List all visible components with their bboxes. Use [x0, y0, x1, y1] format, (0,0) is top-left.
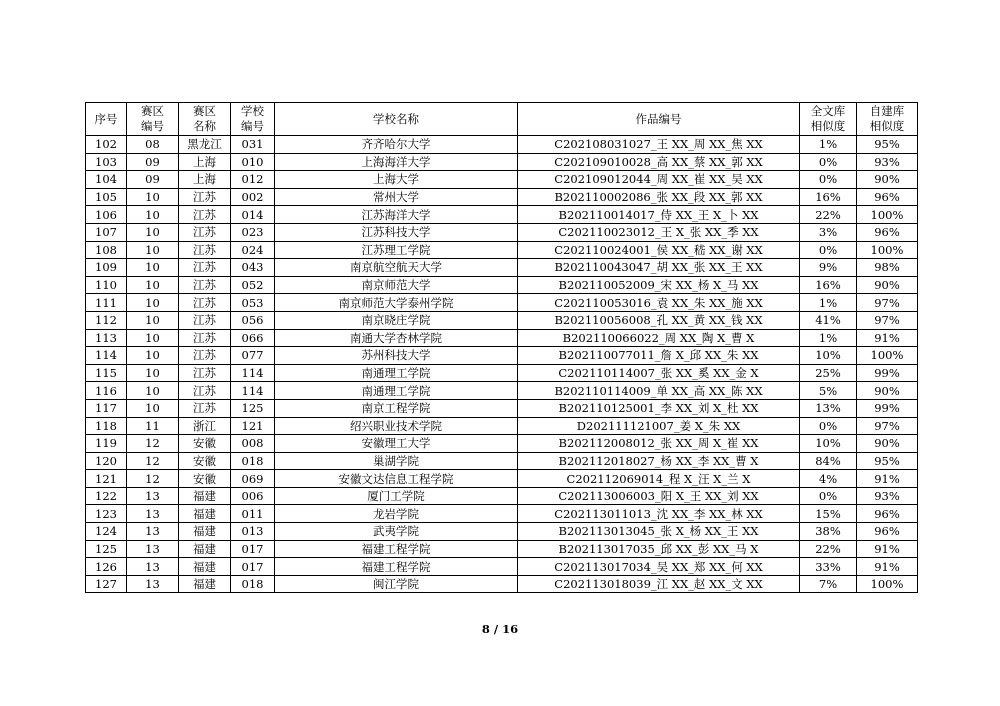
table-cell: 12 — [127, 435, 179, 453]
table-cell: 018 — [231, 452, 275, 470]
table-cell: 99% — [857, 364, 918, 382]
table-cell: C202108031027_王 XX_周 XX_焦 XX — [518, 136, 800, 154]
table-cell: C202112069014_程 X_汪 X_兰 X — [518, 470, 800, 488]
table-cell: 122 — [86, 487, 127, 505]
table-row — [86, 241, 918, 259]
table-row — [86, 347, 918, 365]
table-row — [86, 505, 918, 523]
table-cell: 江苏理工学院 — [275, 241, 518, 259]
table-cell: B202110043047_胡 XX_张 XX_王 XX — [518, 259, 800, 277]
table-row — [86, 188, 918, 206]
table-cell: 上海大学 — [275, 171, 518, 189]
table-cell: B202110056008_孔 XX_黄 XX_钱 XX — [518, 311, 800, 329]
table-cell: 江苏 — [179, 259, 231, 277]
table-cell: 江苏 — [179, 188, 231, 206]
table-cell: 91% — [857, 329, 918, 347]
table-cell: 023 — [231, 223, 275, 241]
table-cell: 103 — [86, 153, 127, 171]
table-cell: 厦门工学院 — [275, 487, 518, 505]
table-cell: 066 — [231, 329, 275, 347]
table-cell: 127 — [86, 575, 127, 593]
table-cell: B202113017035_邱 XX_彭 XX_马 X — [518, 540, 800, 558]
table-cell: 120 — [86, 452, 127, 470]
table-cell: 10 — [127, 223, 179, 241]
table-cell: 043 — [231, 259, 275, 277]
table-cell: 10 — [127, 364, 179, 382]
table-cell: 武夷学院 — [275, 523, 518, 541]
table-cell: 0% — [800, 417, 857, 435]
table-cell: 巢湖学院 — [275, 452, 518, 470]
table-cell: 031 — [231, 136, 275, 154]
table-cell: 12 — [127, 470, 179, 488]
table-row — [86, 558, 918, 576]
table-cell: 102 — [86, 136, 127, 154]
table-cell: 012 — [231, 171, 275, 189]
table-cell: 125 — [231, 399, 275, 417]
table-cell: B202110002086_张 XX_段 XX_郭 XX — [518, 188, 800, 206]
table-cell: 10 — [127, 294, 179, 312]
table-cell: 16% — [800, 188, 857, 206]
table-cell: 上海 — [179, 153, 231, 171]
table-cell: B202112008012_张 XX_周 X_崔 XX — [518, 435, 800, 453]
table-cell: 100% — [857, 575, 918, 593]
table-cell: 苏州科技大学 — [275, 347, 518, 365]
table-row — [86, 223, 918, 241]
table-cell: 4% — [800, 470, 857, 488]
table-cell: 7% — [800, 575, 857, 593]
table-cell: B202110014017_侍 XX_王 X_卜 XX — [518, 206, 800, 224]
table-cell: 上海 — [179, 171, 231, 189]
table-cell: 121 — [86, 470, 127, 488]
table-cell: C202113006003_阳 X_王 XX_刘 XX — [518, 487, 800, 505]
table-row — [86, 311, 918, 329]
table-cell: 114 — [86, 347, 127, 365]
table-cell: 109 — [86, 259, 127, 277]
table-cell: C202110053016_袁 XX_朱 XX_施 XX — [518, 294, 800, 312]
table-cell: 077 — [231, 347, 275, 365]
results-table — [85, 102, 918, 593]
table-cell: 053 — [231, 294, 275, 312]
table-cell: 南通理工学院 — [275, 382, 518, 400]
table-cell: 100% — [857, 206, 918, 224]
table-cell: 上海海洋大学 — [275, 153, 518, 171]
table-cell: 福建 — [179, 575, 231, 593]
table-cell: 安徽文达信息工程学院 — [275, 470, 518, 488]
table-cell: 22% — [800, 540, 857, 558]
table-cell: 5% — [800, 382, 857, 400]
table-cell: 江苏 — [179, 206, 231, 224]
table-cell: 江苏 — [179, 294, 231, 312]
table-cell: 95% — [857, 136, 918, 154]
column-header: 赛区 名称 — [179, 103, 231, 136]
table-cell: 107 — [86, 223, 127, 241]
table-cell: 福建 — [179, 487, 231, 505]
table-cell: 12 — [127, 452, 179, 470]
column-header: 作品编号 — [518, 103, 800, 136]
table-cell: 125 — [86, 540, 127, 558]
table-cell: 123 — [86, 505, 127, 523]
table-cell: 024 — [231, 241, 275, 259]
table-cell: 10 — [127, 276, 179, 294]
table-row — [86, 382, 918, 400]
table-cell: 09 — [127, 171, 179, 189]
table-cell: 013 — [231, 523, 275, 541]
table-cell: 069 — [231, 470, 275, 488]
table-cell: 齐齐哈尔大学 — [275, 136, 518, 154]
table-cell: B202113013045_张 X_杨 XX_王 XX — [518, 523, 800, 541]
table-cell: 闽江学院 — [275, 575, 518, 593]
table-cell: 121 — [231, 417, 275, 435]
table-cell: B202110052009_宋 XX_杨 X_马 XX — [518, 276, 800, 294]
table-cell: 10 — [127, 329, 179, 347]
table-cell: 10 — [127, 241, 179, 259]
column-header: 学校 编号 — [231, 103, 275, 136]
table-cell: 13 — [127, 540, 179, 558]
table-cell: 116 — [86, 382, 127, 400]
table-cell: 96% — [857, 223, 918, 241]
table-cell: 100% — [857, 241, 918, 259]
table-cell: 97% — [857, 417, 918, 435]
table-cell: 119 — [86, 435, 127, 453]
table-cell: 常州大学 — [275, 188, 518, 206]
table-cell: 江苏 — [179, 311, 231, 329]
table-cell: 南京航空航天大学 — [275, 259, 518, 277]
table-cell: 91% — [857, 470, 918, 488]
table-cell: 10% — [800, 435, 857, 453]
table-cell: 江苏海洋大学 — [275, 206, 518, 224]
table-cell: 108 — [86, 241, 127, 259]
table-cell: 江苏 — [179, 382, 231, 400]
table-cell: 93% — [857, 487, 918, 505]
table-cell: 江苏科技大学 — [275, 223, 518, 241]
table-cell: D202111121007_姜 X_朱 XX — [518, 417, 800, 435]
table-cell: 江苏 — [179, 347, 231, 365]
table-cell: 97% — [857, 294, 918, 312]
table-row — [86, 276, 918, 294]
table-cell: 90% — [857, 382, 918, 400]
table-cell: 1% — [800, 136, 857, 154]
table-cell: 南京晓庄学院 — [275, 311, 518, 329]
table-row — [86, 364, 918, 382]
table-cell: 福建 — [179, 558, 231, 576]
table-cell: 96% — [857, 505, 918, 523]
table-cell: 龙岩学院 — [275, 505, 518, 523]
table-cell: 99% — [857, 399, 918, 417]
table-cell: C202113017034_吴 XX_郑 XX_何 XX — [518, 558, 800, 576]
column-header: 学校名称 — [275, 103, 518, 136]
table-cell: 09 — [127, 153, 179, 171]
table-cell: 福建 — [179, 505, 231, 523]
table-cell: 010 — [231, 153, 275, 171]
table-cell: B202112018027_杨 XX_李 XX_曹 X — [518, 452, 800, 470]
page-number: 8 / 16 — [481, 622, 519, 636]
table-cell: 008 — [231, 435, 275, 453]
table-cell: C202113018039_江 XX_赵 XX_文 XX — [518, 575, 800, 593]
table-row — [86, 136, 918, 154]
table-cell: 3% — [800, 223, 857, 241]
table-cell: 112 — [86, 311, 127, 329]
table-cell: 011 — [231, 505, 275, 523]
table-row — [86, 294, 918, 312]
table-cell: 黑龙江 — [179, 136, 231, 154]
column-header: 赛区 编号 — [127, 103, 179, 136]
table-cell: 浙江 — [179, 417, 231, 435]
table-cell: 38% — [800, 523, 857, 541]
column-header: 序号 — [86, 103, 127, 136]
table-cell: 10 — [127, 399, 179, 417]
table-cell: 安徽 — [179, 452, 231, 470]
table-cell: 南京师范大学泰州学院 — [275, 294, 518, 312]
table-cell: 15% — [800, 505, 857, 523]
table-cell: 0% — [800, 487, 857, 505]
table-cell: C202113011013_沈 XX_李 XX_林 XX — [518, 505, 800, 523]
table-cell: 1% — [800, 329, 857, 347]
table-cell: 10 — [127, 188, 179, 206]
table-row — [86, 417, 918, 435]
table-cell: 福建 — [179, 540, 231, 558]
table-cell: 052 — [231, 276, 275, 294]
column-header: 自建库 相似度 — [857, 103, 918, 136]
table-row — [86, 470, 918, 488]
table-cell: 96% — [857, 523, 918, 541]
table-cell: 福建工程学院 — [275, 558, 518, 576]
table-cell: 105 — [86, 188, 127, 206]
table-row — [86, 435, 918, 453]
table-cell: 福建工程学院 — [275, 540, 518, 558]
table-cell: 08 — [127, 136, 179, 154]
table-cell: 16% — [800, 276, 857, 294]
table-cell: 106 — [86, 206, 127, 224]
table-row — [86, 452, 918, 470]
table-cell: 114 — [231, 364, 275, 382]
table-cell: 0% — [800, 171, 857, 189]
table-cell: 113 — [86, 329, 127, 347]
table-cell: 114 — [231, 382, 275, 400]
table-cell: 南通大学杏林学院 — [275, 329, 518, 347]
table-cell: 100% — [857, 347, 918, 365]
table-cell: 0% — [800, 241, 857, 259]
table-cell: 江苏 — [179, 399, 231, 417]
table-cell: 25% — [800, 364, 857, 382]
table-cell: 126 — [86, 558, 127, 576]
table-row — [86, 523, 918, 541]
table-cell: 福建 — [179, 523, 231, 541]
table-cell: 13 — [127, 505, 179, 523]
table-cell: 10 — [127, 311, 179, 329]
table-cell: 南京工程学院 — [275, 399, 518, 417]
table-cell: 91% — [857, 540, 918, 558]
table-cell: 002 — [231, 188, 275, 206]
table-row — [86, 399, 918, 417]
table-cell: 056 — [231, 311, 275, 329]
table-cell: 13% — [800, 399, 857, 417]
table-cell: 安徽 — [179, 470, 231, 488]
table-cell: 11 — [127, 417, 179, 435]
table-row — [86, 206, 918, 224]
table-cell: 93% — [857, 153, 918, 171]
table-cell: 22% — [800, 206, 857, 224]
table-cell: 33% — [800, 558, 857, 576]
table-cell: B202110125001_李 XX_刘 X_杜 XX — [518, 399, 800, 417]
table-cell: 1% — [800, 294, 857, 312]
table-cell: 118 — [86, 417, 127, 435]
table-cell: 97% — [857, 311, 918, 329]
table-cell: 014 — [231, 206, 275, 224]
table-cell: 017 — [231, 540, 275, 558]
table-cell: 95% — [857, 452, 918, 470]
table-cell: 117 — [86, 399, 127, 417]
table-cell: C202110023012_王 X_张 XX_季 XX — [518, 223, 800, 241]
table-cell: 绍兴职业技术学院 — [275, 417, 518, 435]
header-row — [86, 103, 918, 136]
table-cell: C202110114007_张 XX_奚 XX_金 X — [518, 364, 800, 382]
table-cell: 017 — [231, 558, 275, 576]
table-cell: 111 — [86, 294, 127, 312]
table-header — [86, 103, 918, 136]
table-cell: 南京师范大学 — [275, 276, 518, 294]
table-cell: 13 — [127, 487, 179, 505]
table-cell: 98% — [857, 259, 918, 277]
table-cell: 84% — [800, 452, 857, 470]
table-row — [86, 540, 918, 558]
table-cell: C202109010028_高 XX_蔡 XX_郭 XX — [518, 153, 800, 171]
table-cell: 江苏 — [179, 276, 231, 294]
table-cell: 10 — [127, 206, 179, 224]
table-cell: 江苏 — [179, 223, 231, 241]
table-cell: 江苏 — [179, 364, 231, 382]
table-cell: 南通理工学院 — [275, 364, 518, 382]
table-cell: 006 — [231, 487, 275, 505]
table-cell: 90% — [857, 171, 918, 189]
table-cell: 9% — [800, 259, 857, 277]
table-body — [86, 136, 918, 593]
table-cell: C202109012044_周 XX_崔 XX_吴 XX — [518, 171, 800, 189]
table-cell: 江苏 — [179, 241, 231, 259]
table-cell: 10 — [127, 259, 179, 277]
table-cell: 91% — [857, 558, 918, 576]
table-cell: C202110024001_侯 XX_嵇 XX_谢 XX — [518, 241, 800, 259]
table-cell: 10% — [800, 347, 857, 365]
table-row — [86, 171, 918, 189]
table-cell: 124 — [86, 523, 127, 541]
table-cell: 13 — [127, 575, 179, 593]
table-cell: 104 — [86, 171, 127, 189]
column-header: 全文库 相似度 — [800, 103, 857, 136]
table-cell: 90% — [857, 276, 918, 294]
table-cell: B202110114009_单 XX_高 XX_陈 XX — [518, 382, 800, 400]
table-cell: B202110077011_詹 X_邱 XX_朱 XX — [518, 347, 800, 365]
table-cell: 110 — [86, 276, 127, 294]
table-cell: B202110066022_周 XX_陶 X_曹 X — [518, 329, 800, 347]
table-row — [86, 259, 918, 277]
table-row — [86, 487, 918, 505]
table-cell: 90% — [857, 435, 918, 453]
table-row — [86, 329, 918, 347]
table-cell: 96% — [857, 188, 918, 206]
table-cell: 安徽 — [179, 435, 231, 453]
table-cell: 115 — [86, 364, 127, 382]
table-cell: 江苏 — [179, 329, 231, 347]
table-cell: 0% — [800, 153, 857, 171]
table-cell: 10 — [127, 382, 179, 400]
table-cell: 41% — [800, 311, 857, 329]
table-cell: 13 — [127, 558, 179, 576]
table-cell: 018 — [231, 575, 275, 593]
table-row — [86, 153, 918, 171]
table-cell: 10 — [127, 347, 179, 365]
table-cell: 13 — [127, 523, 179, 541]
table-cell: 安徽理工大学 — [275, 435, 518, 453]
table-row — [86, 575, 918, 593]
